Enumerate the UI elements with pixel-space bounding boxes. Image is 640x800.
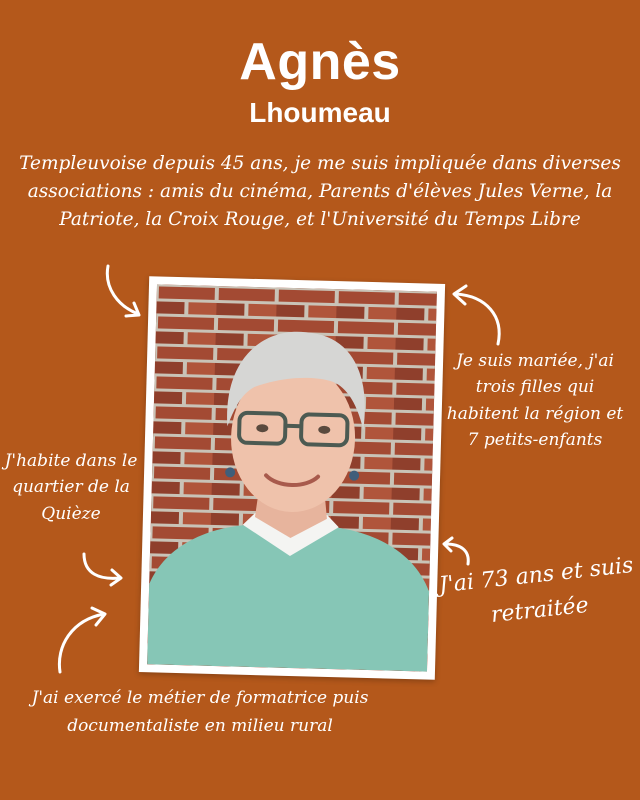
arrow-icon	[100, 262, 150, 324]
arrow-icon	[448, 282, 508, 350]
career-note: J'ai exercé le métier de formatrice puis documentaliste en milieu rural	[31, 688, 369, 737]
arrow-icon	[436, 536, 476, 568]
portrait-photo	[147, 284, 437, 671]
arrow-icon	[78, 550, 128, 588]
last-name-title: Lhoumeau	[249, 97, 391, 128]
intro-text: Templeuvoise depuis 45 ans, je me suis impliquée dans diverses associations : amis du cinéma, Parents d'élèves Jules Verne, la Patriote, la Croix Rouge, et l'Université du Temps Libre	[19, 153, 621, 230]
first-name-title: Agnès	[239, 33, 401, 91]
neighborhood-note: J'habite dans le quartier de la Quièze	[4, 451, 138, 524]
arrow-icon	[52, 606, 114, 676]
family-note: Je suis mariée, j'ai trois filles qui habitent la région et 7 petits-enfants	[446, 351, 624, 451]
age-note: J'ai 73 ans et suis retraitée	[437, 552, 635, 629]
portrait-frame	[139, 276, 445, 680]
